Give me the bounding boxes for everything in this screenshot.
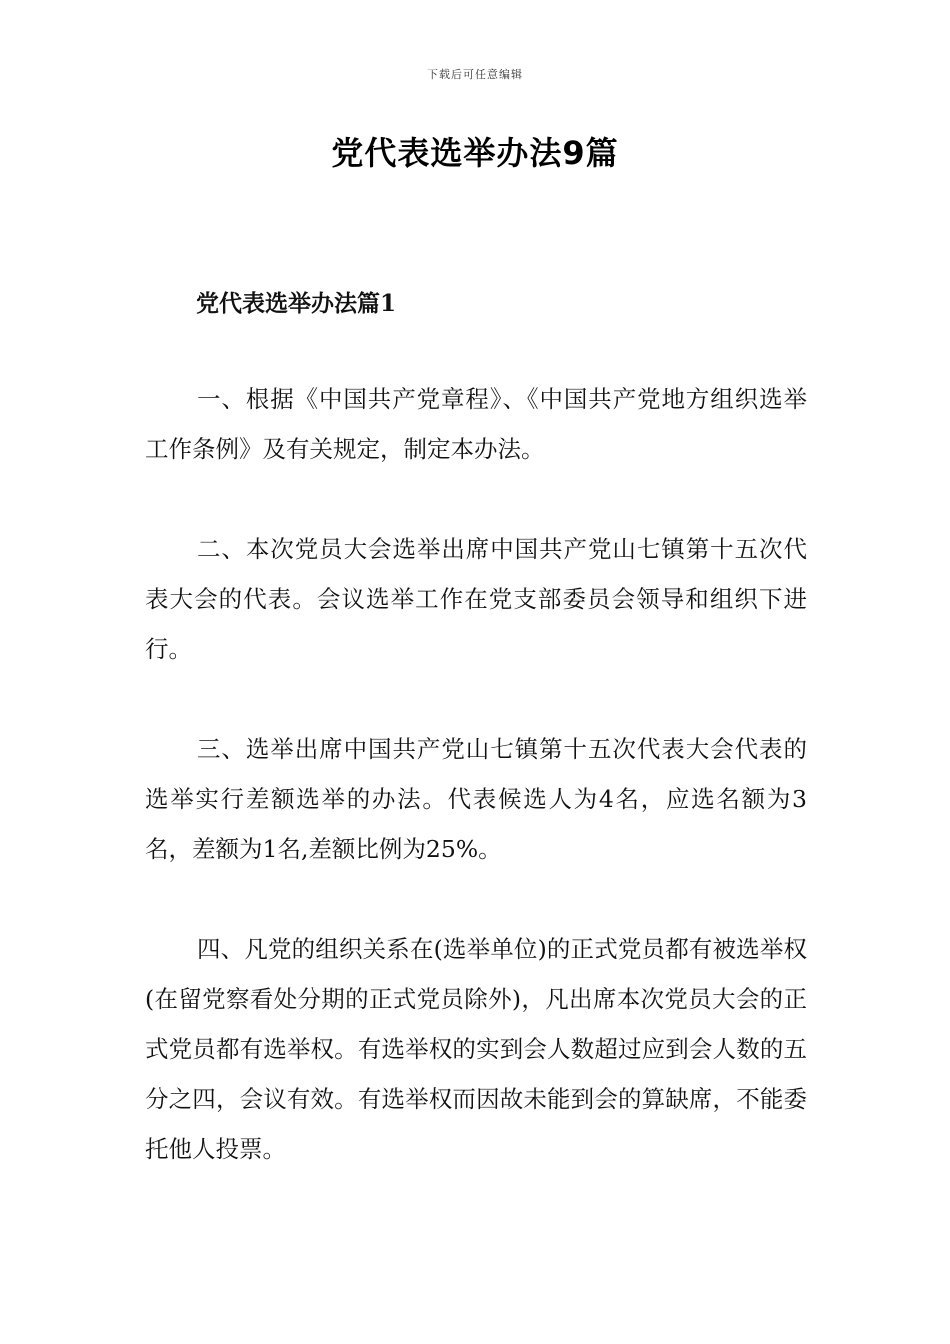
paragraph-3: 三、选举出席中国共产党山七镇第十五次代表大会代表的选举实行差额选举的办法。代表候选人为4名，应选名额为3名，差额为1名,差额比例为25%。: [145, 735, 807, 863]
paragraph-2: 二、本次党员大会选举出席中国共产党山七镇第十五次代表大会的代表。会议选举工作在党支部委员会领导和组织下进行。: [145, 535, 807, 663]
section-heading: 党代表选举办法篇1: [196, 290, 397, 317]
document-title: 党代表选举办法9篇: [331, 134, 619, 172]
paragraph-4: 四、凡党的组织关系在(选举单位)的正式党员都有被选举权(在留党察看处分期的正式党员除外)，凡出席本次党员大会的正式党员都有选举权。有选举权的实到会人数超过应到会人数的五分之四，会议有效。有选举权而因故未能到会的算缺席，不能委托他人投票。: [145, 935, 807, 1163]
paragraph-1: 一、根据《中国共产党章程》、《中国共产党地方组织选举工作条例》及有关规定，制定本办法。: [145, 385, 807, 463]
header-note: 下载后可任意编辑: [427, 68, 523, 81]
